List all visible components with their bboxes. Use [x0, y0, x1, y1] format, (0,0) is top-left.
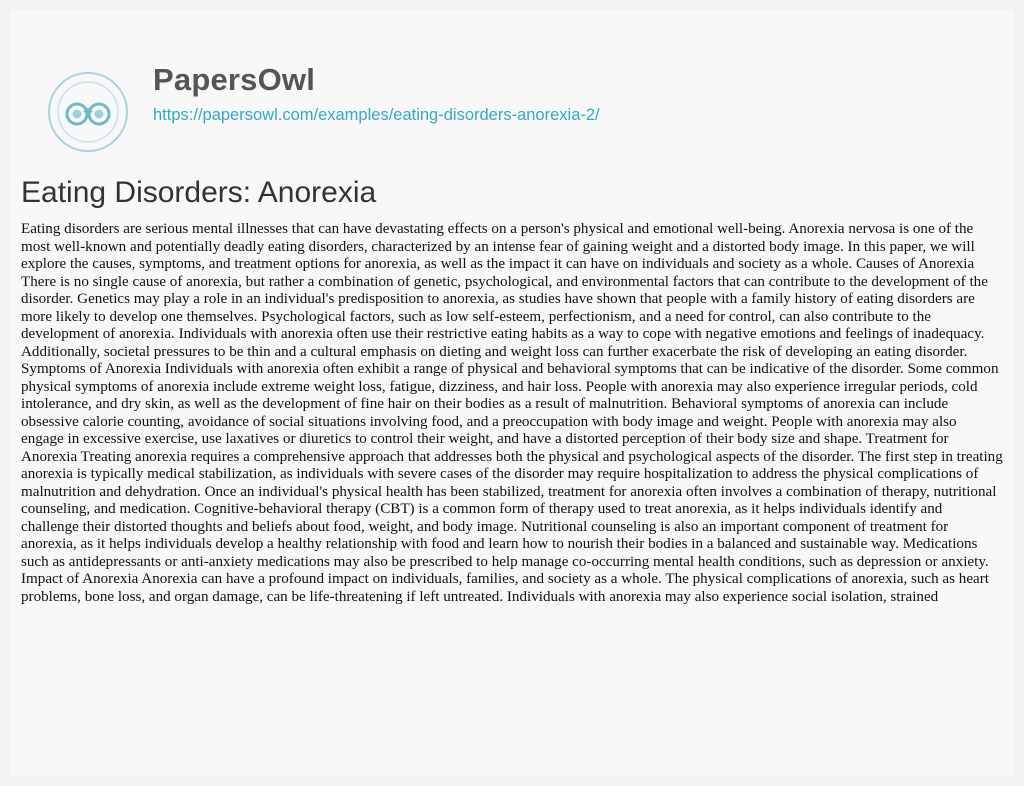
brand-name: PapersOwl: [153, 62, 316, 97]
essay-body: Eating disorders are serious mental illnesses that can have devastating effects on a person's physical and emotional well-being. Anorexia nervosa is one of the most well-known and potentially deadly eating disorders, characterized by an intense fear of gaining weight and a distorted body image. In this paper, we will explore the causes, symptoms, and treatment options for anorexia, as well as the impact it can have on individuals and society as a whole. Causes of Anorexia There is no single cause of anorexia, but rather a combination of genetic, psychological, and environmental factors that can contribute to the development of the disorder. Genetics may play a role in an individual's predisposition to anorexia, as studies have shown that people with a family history of eating disorders are more likely to develop one themselves. Psychological factors, such as low self-esteem, perfectionism, and a need for control, can also contribute to the development of anorexia. Individuals with anorexia often use their restrictive eating habits as a way to cope with negative emotions and feelings of inadequacy. Additionally, societal pressures to be thin and a cultural emphasis on dieting and weight loss can further exacerbate the risk of developing an eating disorder. Symptoms of Anorexia Individuals with anorexia often exhibit a range of physical and behavioral symptoms that can be indicative of the disorder. Some common physical symptoms of anorexia include extreme weight loss, fatigue, dizziness, and hair loss. People with anorexia may also experience irregular periods, cold intolerance, and dry skin, as well as the development of fine hair on their bodies as a result of malnutrition. Behavioral symptoms of anorexia can include obsessive calorie counting, avoidance of social situations involving food, and a preoccupation with body image and weight. People with anorexia may also engage in excessive exercise, use laxatives or diuretics to control their weight, and have a distorted perception of their body size and shape. Treatment for Anorexia Treating anorexia requires a comprehensive approach that addresses both the physical and psychological aspects of the disorder. The first step in treating anorexia is typically medical stabilization, as individuals with severe cases of the disorder may require hospitalization to address the physical complications of malnutrition and dehydration. Once an individual's physical health has been stabilized, treatment for anorexia often involves a combination of therapy, nutritional counseling, and medication. Cognitive-behavioral therapy (CBT) is a common form of therapy used to treat anorexia, as it helps individuals identify and challenge their distorted thoughts and beliefs about food, weight, and body image. Nutritional counseling is also an important component of treatment for anorexia, as it helps individuals develop a healthy relationship with food and learn how to nourish their bodies in a balanced and sustainable way. Medications such as antidepressants or anti-anxiety medications may also be prescribed to help manage co-occurring mental health conditions, such as depression or anxiety. Impact of Anorexia Anorexia can have a profound impact on individuals, families, and society as a whole. The physical complications of anorexia, such as heart problems, bone loss, and organ damage, can be life-threatening if left untreated. Individuals with anorexia may also experience social isolation, strained: [21, 221, 1003, 605]
essay-title: Eating Disorders: Anorexia: [21, 176, 377, 209]
site-header: [10, 10, 1014, 145]
source-url-link[interactable]: https://papersowl.com/examples/eating-disorders-anorexia-2/: [153, 106, 600, 124]
owl-eyes-icon: [48, 72, 128, 152]
document-page: [10, 10, 1014, 776]
